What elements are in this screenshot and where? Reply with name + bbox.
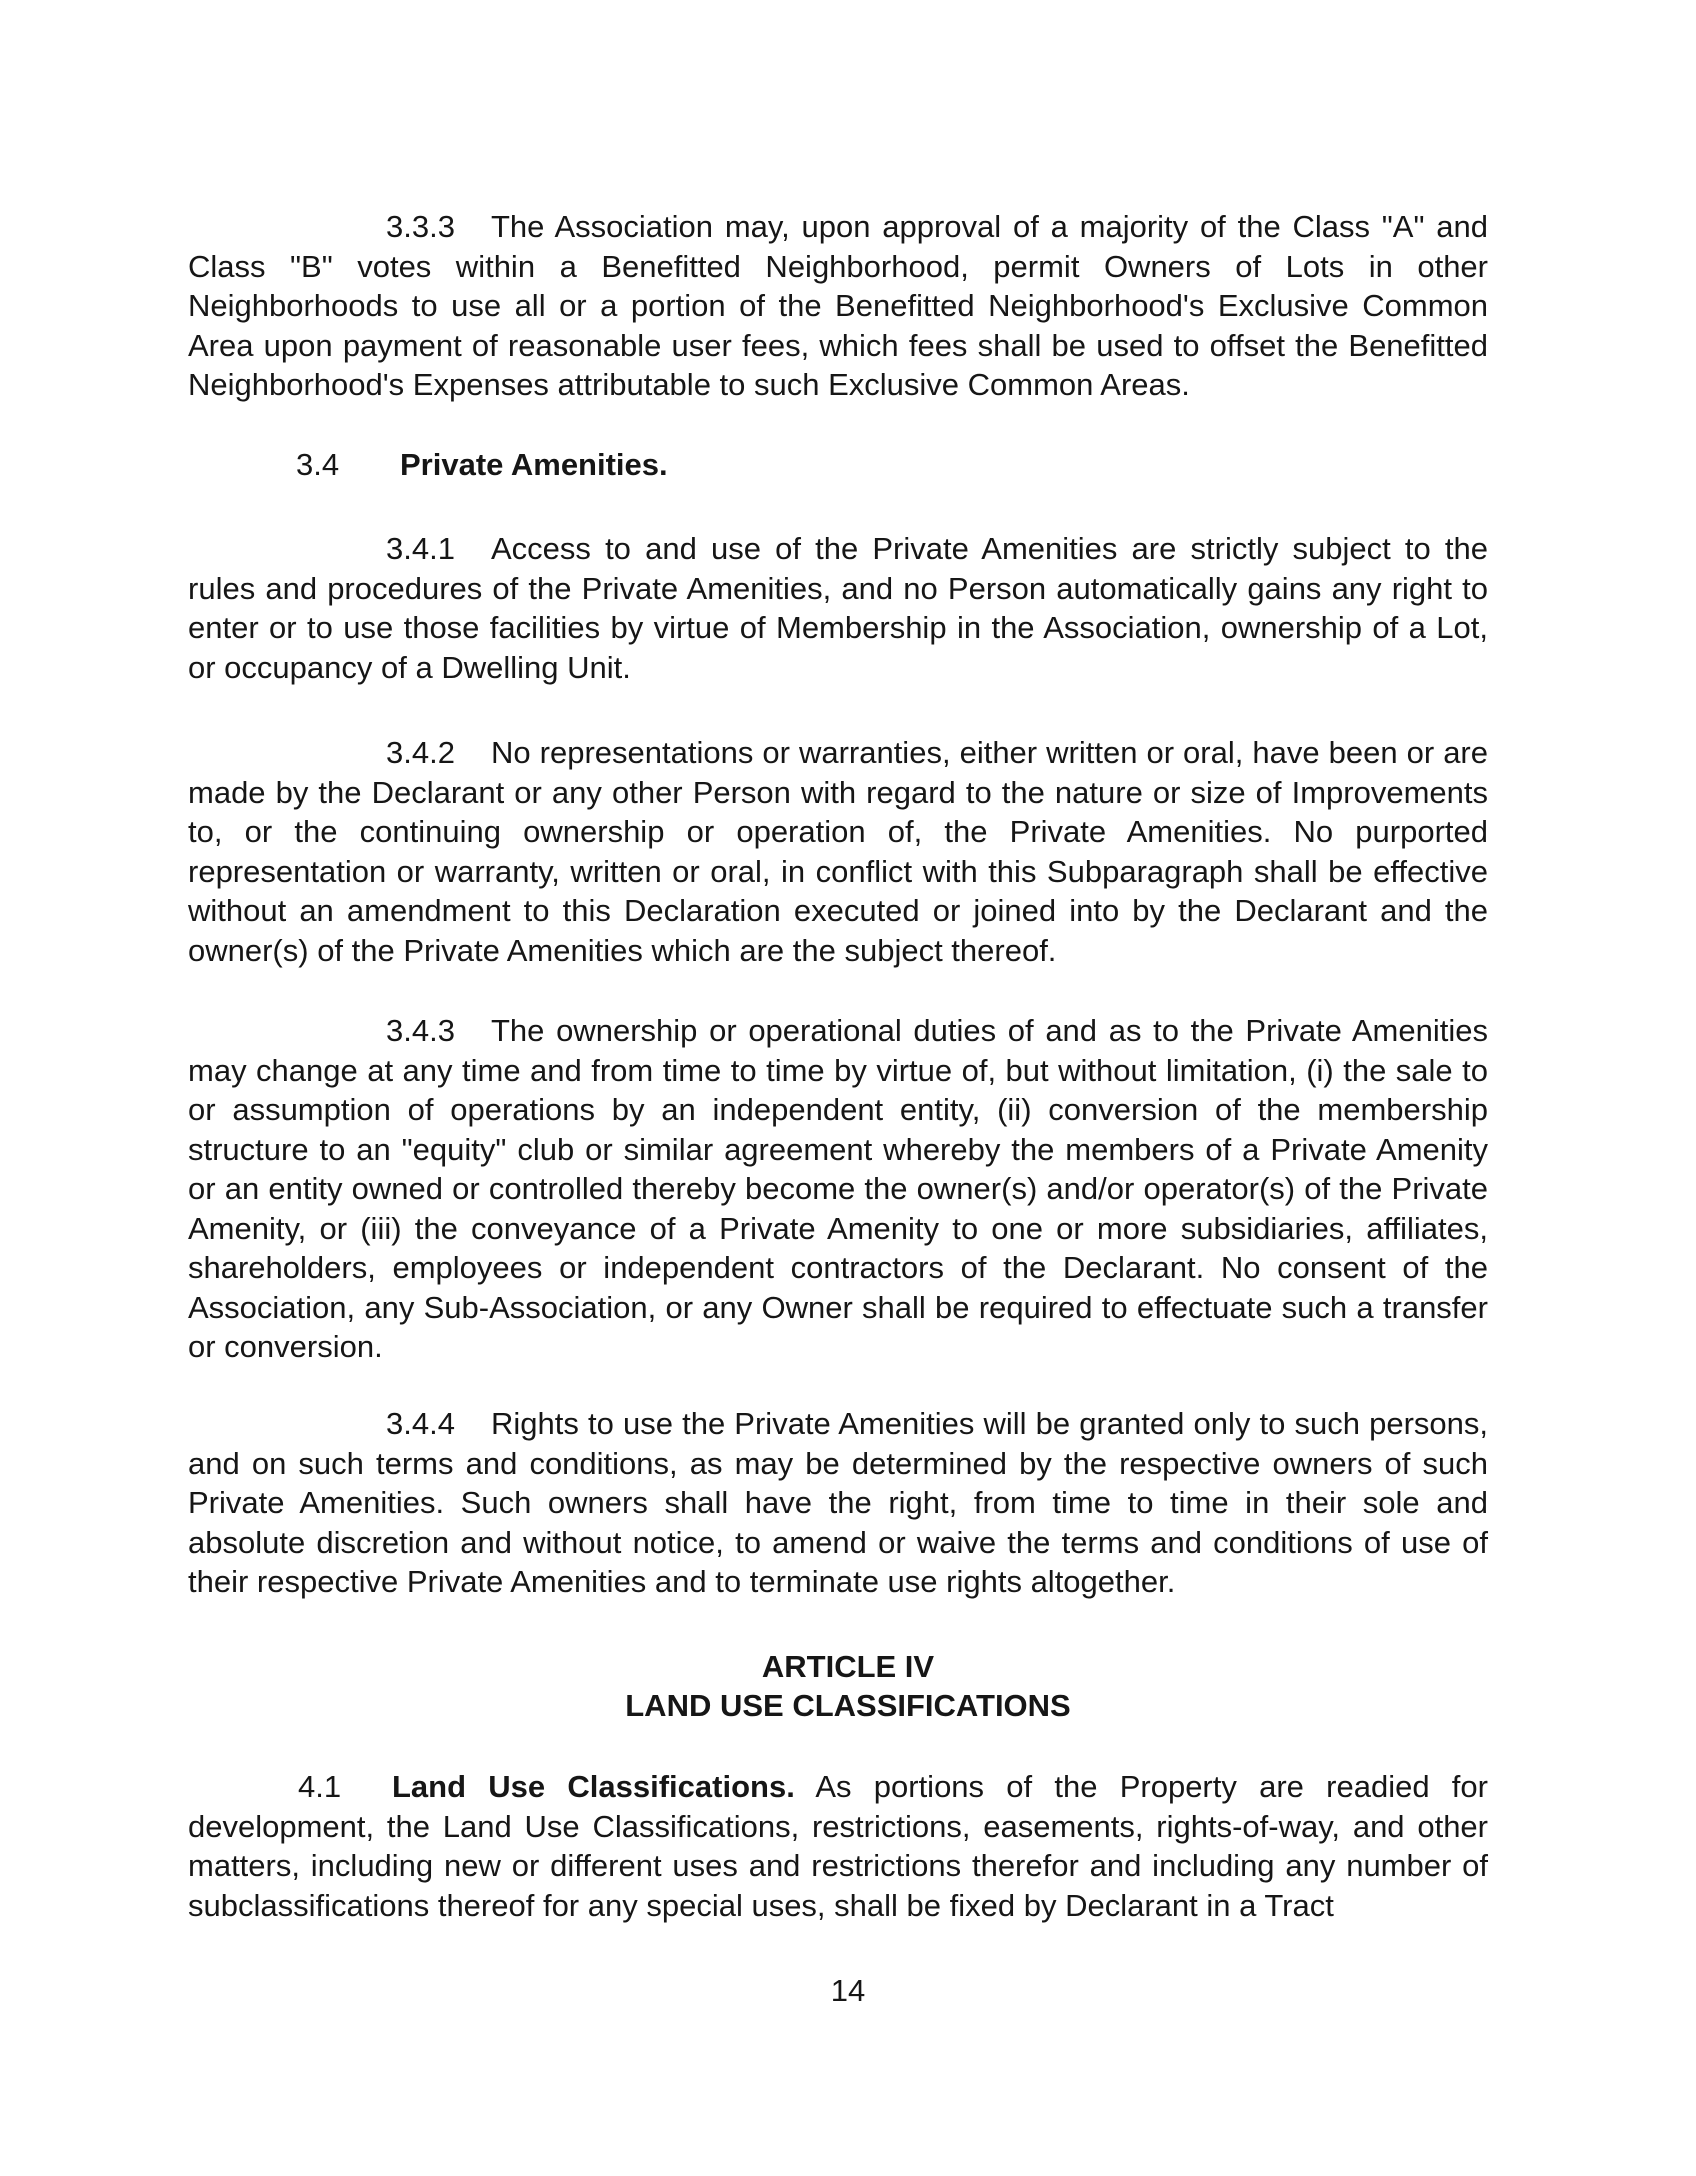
paragraph-text: The ownership or operational duties of and as to the Private Amenities may change at any time and from time to time by virtue of, but without limitation, (i) the sale to or assumption of operations by an independent entity, (ii) conversion of the membership structure to an "equity" club or similar agreement whereby the members of a Private Amenity or an entity owned or controlled thereby become the owner(s) and/or operator(s) of the Private Amenity, or (iii) the conveyance of a Private Amenity to one or more subsidiaries, affiliates, shareholders, employees or independent contractors of the Declarant. No consent of the Association, any Sub-Association, or any Owner shall be required to effectuate such a transfer or conversion. xyxy=(188,1013,1488,1364)
paragraph-text: Access to and use of the Private Amenities are strictly subject to the rules and procedures of the Private Amenities, and no Person automatically gains any right to enter or to use those facilities by virtue of Membership in the Association, ownership of a Lot, or occupancy of a Dwelling Unit. xyxy=(188,531,1488,685)
paragraph-text: As portions of the Property are readied for development, the Land Use Classifications, restrictions, easements, rights-of-way, and other matters, including new or different uses and restrictions therefor and including any number of subclassifications thereof for any special uses, shall be fixed by Declarant in a Tract xyxy=(188,1769,1488,1923)
paragraph-number: 3.4.4 xyxy=(386,1406,455,1441)
paragraph-4-1 xyxy=(188,1767,1488,1925)
paragraph-3-4-3 xyxy=(188,1011,1488,1367)
section-title: Private Amenities. xyxy=(400,447,668,482)
paragraph-title: Land Use Classifications. xyxy=(392,1769,795,1804)
paragraph-3-3-3 xyxy=(188,207,1488,405)
paragraph-number: 4.1 xyxy=(298,1769,342,1804)
paragraph-text: No representations or warranties, either written or oral, have been or are made by the Declarant or any other Person with regard to the nature or size of Improvements to, or the continuing ownership or operation of, the Private Amenities. No purported representation or warranty, written or oral, in conflict with this Subparagraph shall be effective without an amendment to this Declaration executed or joined into by the Declarant and the owner(s) of the Private Amenities which are the subject thereof. xyxy=(188,735,1488,968)
article-label: ARTICLE IV xyxy=(761,1649,935,1684)
paragraph-3-4-2 xyxy=(188,733,1488,970)
page-number: 14 xyxy=(830,1973,866,2008)
paragraph-3-4-1 xyxy=(188,529,1488,687)
paragraph-text: Rights to use the Private Amenities will be granted only to such persons, and on such terms and conditions, as may be determined by the respective owners of such Private Amenities. Such owners shall have the right, from time to time in their sole and absolute discretion and without notice, to amend or waive the terms and conditions of use of their respective Private Amenities and to terminate use rights altogether. xyxy=(188,1406,1488,1599)
paragraph-3-4-4 xyxy=(188,1404,1488,1602)
section-number: 3.4 xyxy=(296,447,340,482)
section-heading-3-4 xyxy=(296,445,668,485)
paragraph-number: 3.3.3 xyxy=(386,209,455,244)
paragraph-number: 3.4.3 xyxy=(386,1013,455,1048)
article-title: LAND USE CLASSIFICATIONS xyxy=(625,1688,1071,1723)
paragraph-number: 3.4.2 xyxy=(386,735,455,770)
paragraph-text: The Association may, upon approval of a majority of the Class "A" and Class "B" votes within a Benefitted Neighborhood, permit Owners of Lots in other Neighborhoods to use all or a portion of the Benefitted Neighborhood's Exclusive Common Area upon payment of reasonable user fees, which fees shall be used to offset the Benefitted Neighborhood's Expenses attributable to such Exclusive Common Areas. xyxy=(188,209,1488,402)
paragraph-number: 3.4.1 xyxy=(386,531,455,566)
